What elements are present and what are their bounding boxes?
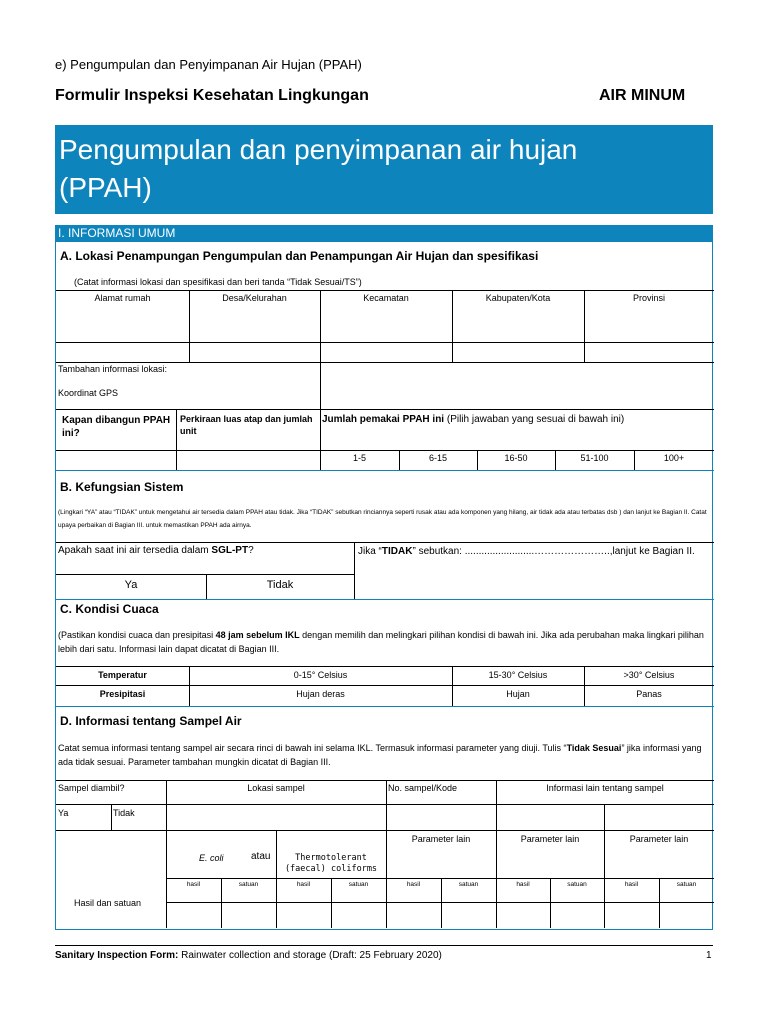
users-count-label: Jumlah pemakai PPAH ini [322,414,445,425]
other-parameter-header: Parameter lain [411,834,471,844]
unit-column-label: satuan [567,881,587,888]
unit-column-label: satuan [458,881,479,888]
column-header-district: Kecamatan [363,293,409,303]
users-count-question [322,414,712,425]
precipitation-option[interactable]: Panas [636,689,662,699]
form-title: Formulir Inspeksi Kesehatan Lingkungan [55,87,369,104]
thermotolerant-line2: (faecal) coliforms [284,864,378,874]
sample-no-option[interactable]: Tidak [113,808,135,818]
section-d-note-prefix: Catat semua informasi tentang sampel air secara rinci di bawah ini selama IKL. Termasuk informasi parameter yang diuji. Tulis “ [58,743,567,753]
section-d-note-bold: Tidak Sesuai [566,743,622,753]
footer-description: Rainwater collection and storage (Draft: 25 February 2020) [181,950,442,961]
users-range-option[interactable]: 51-100 [580,453,609,463]
section-a-title: A. Lokasi Penampungan Pengumpulan dan Penampungan Air Hujan dan spesifikasi [60,249,539,263]
result-column-label: hasil [406,881,421,888]
sample-location-label: Lokasi sampel [247,783,305,793]
users-range-option[interactable]: 1-5 [352,453,366,463]
section-c-note-bold: 48 jam sebelum IKL [215,630,300,640]
roof-area-label: Perkiraan luas atap dan jumlah unit [180,414,313,436]
precipitation-label: Presipitasi [99,689,146,699]
column-header-address: Alamat rumah [94,293,151,303]
sample-taken-label: Sampel diambil? [58,783,125,793]
built-when-label: Kapan dibangun PPAH ini? [62,415,171,439]
unit-column-label: satuan [676,881,697,888]
if-no-explain [358,545,712,558]
column-header-regency: Kabupaten/Kota [485,293,551,303]
section-c-note-prefix: (Pastikan kondisi cuaca dan presipitasi [58,630,214,640]
if-no-suffix: ” sebutkan: .........................…………………..,lanjut ke Bagian II. [412,546,695,557]
section-b-note: (Lingkari “YA” atau “TIDAK” untuk mengetahui air tersedia dalam PPAH atau tidak. Jika “TIDAK” sebutkan rinciannya seperti rusak atau ada komponen yang hilang, air tidak ada atau terbatas dsb ) dan lanjut ke Bagian II. Catat upaya perbaikan di Bagian III. untuk memastikan PPAH ada airnya. [58,509,707,529]
result-column-label: hasil [624,881,639,888]
water-availability-question [58,545,350,556]
users-range-option[interactable]: 100+ [663,453,685,463]
page-number: 1 [706,950,712,961]
section-c-note [58,628,708,656]
column-header-province: Provinsi [632,293,665,303]
ecoli-or-label: atau [251,851,271,862]
section-d-note [58,741,708,769]
water-question-suffix: ? [248,545,254,556]
section-c-note-suffix: dengan memilih dan melingkari pilihan kondisi di bawah ini. Jika ada perubahan maka lingkari pilihan lebih dari satu. Informasi lain dapat dicatat di Bagian III. [58,630,704,654]
temperature-option[interactable]: 15-30° Celsius [488,670,548,680]
sample-number-label: No. sampel/Kode [388,783,458,793]
users-range-option[interactable]: 6-15 [428,453,447,463]
water-available-yes-option[interactable]: Ya [124,579,138,591]
result-column-label: hasil [296,881,311,888]
document-caption: e) Pengumpulan dan Penyimpanan Air Hujan (PPAH) [55,57,362,72]
water-question-system: SGL-PT [211,545,249,556]
result-column-label: hasil [186,881,201,888]
if-no-prefix: Jika “ [358,546,382,557]
footer-label: Sanitary Inspection Form: [55,950,179,961]
result-column-label: hasil [516,881,530,888]
section-general-info-bar: I. INFORMASI UMUM [55,225,713,242]
footer-text [55,950,442,961]
other-parameter-header: Parameter lain [629,834,689,844]
sample-yes-option[interactable]: Ya [58,808,69,818]
other-parameter-header: Parameter lain [520,834,580,844]
temperature-label: Temperatur [98,670,147,680]
result-and-unit-label: Hasil dan satuan [74,898,142,908]
title-banner [55,125,713,214]
thermotolerant-label [276,853,386,875]
section-a-note: (Catat informasi lokasi dan spesifikasi dan beri tanda “Tidak Sesuai/TS”) [74,277,362,287]
extra-location-label: Tambahan informasi lokasi: [58,364,168,374]
form-category: AIR MINUM [599,87,686,104]
gps-coordinate-label: Koordinat GPS [58,388,119,398]
unit-column-label: satuan [238,881,259,888]
thermotolerant-line1: Thermotolerant [295,853,367,863]
ecoli-label: E. coli [199,853,224,863]
banner-title-line2: (PPAH) [59,172,152,203]
temperature-option[interactable]: 0-15° Celsius [293,670,348,680]
column-header-village: Desa/Kelurahan [222,293,287,303]
section-d-title: D. Informasi tentang Sampel Air [60,714,242,728]
sample-other-info-label: Informasi lain tentang sampel [546,783,664,793]
water-available-no-option[interactable]: Tidak [266,579,294,591]
temperature-option[interactable]: >30° Celsius [623,670,675,680]
section-c-title: C. Kondisi Cuaca [60,602,159,616]
if-no-bold: TIDAK [381,546,413,557]
users-range-option[interactable]: 16-50 [504,453,528,463]
water-question-prefix: Apakah saat ini air tersedia dalam [58,545,209,556]
footer-divider [55,945,713,946]
unit-column-label: satuan [348,881,369,888]
section-b-title: B. Kefungsian Sistem [60,480,184,494]
precipitation-option[interactable]: Hujan deras [296,689,345,699]
users-count-hint: (Pilih jawaban yang sesuai di bawah ini) [446,414,625,425]
banner-title-line1: Pengumpulan dan penyimpanan air hujan [59,134,578,165]
section-d-note-suffix: ” jika informasi yang ada tidak sesuai. Parameter tambahan mungkin dicatat di Bagian III. [58,743,702,767]
form-body [55,242,713,930]
precipitation-option[interactable]: Hujan [506,689,530,699]
